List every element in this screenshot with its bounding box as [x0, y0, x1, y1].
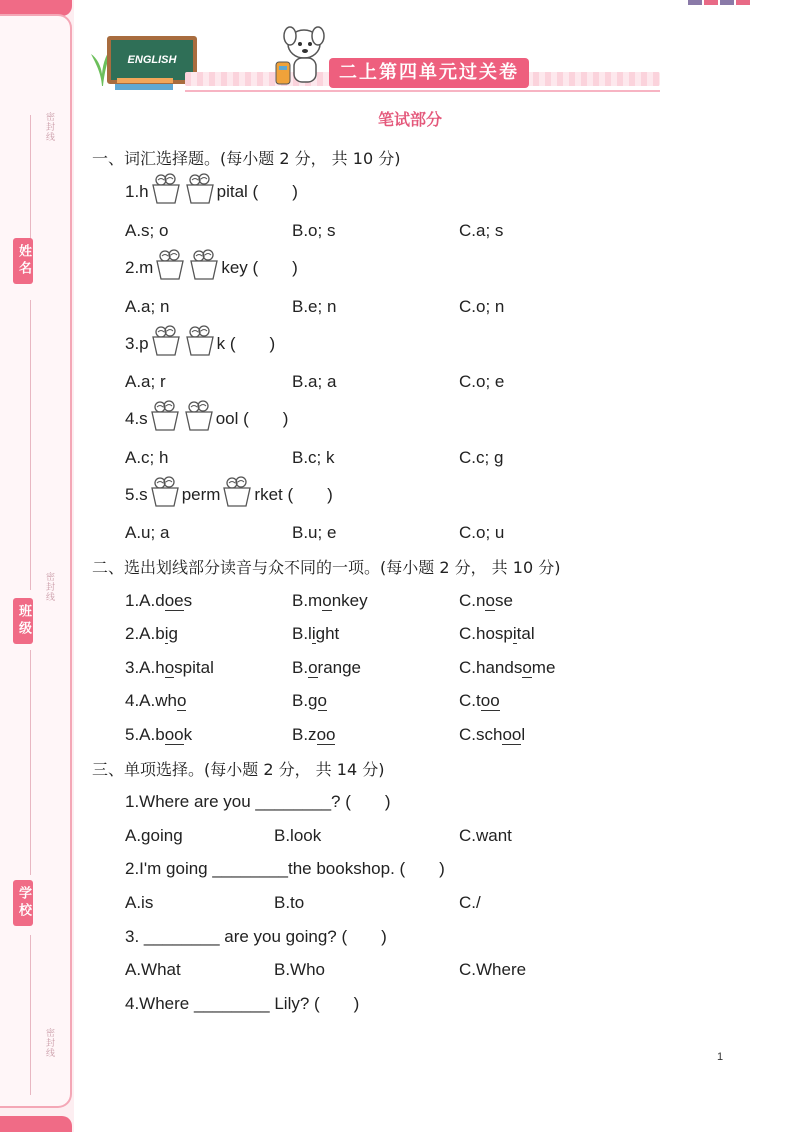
question-suffix: key ( )	[221, 258, 298, 277]
vocab-question	[125, 407, 288, 431]
answer-option: A.What	[125, 960, 181, 979]
answer-option: C.a; s	[459, 221, 504, 240]
phonics-option: B.go	[292, 691, 327, 710]
phonics-option: B.light	[292, 624, 340, 643]
question-suffix: k ( )	[216, 334, 276, 353]
answer-option: C.c; g	[459, 448, 504, 467]
answer-option: B.c; k	[292, 448, 335, 467]
question-middle: perm	[181, 485, 221, 504]
answer-option: C./	[459, 893, 481, 912]
answer-option: B.Who	[274, 960, 326, 979]
vocab-question	[125, 180, 298, 204]
cut-line	[30, 650, 31, 875]
underlined-letters: oo	[480, 691, 500, 710]
underlined-letters: o	[485, 591, 495, 610]
answer-option: A.a; r	[125, 372, 166, 391]
section2-heading: 二、选出划线部分读音与众不同的一项。(每小题 2 分， 共 10 分)	[92, 558, 561, 577]
section-subtitle: 笔试部分	[377, 110, 442, 129]
answer-option: C.o; e	[459, 372, 505, 391]
phonics-option: B.zoo	[292, 725, 336, 744]
question-suffix: rket ( )	[254, 485, 333, 504]
underlined-letters: o	[176, 691, 187, 710]
underlined-letters: o	[522, 658, 532, 677]
school-tag: 学校	[13, 880, 33, 926]
answer-option: B.look	[274, 826, 322, 845]
flowerpot-icon	[221, 475, 253, 507]
question-prefix: 5.s	[125, 485, 148, 504]
flowerpot-icon	[184, 172, 216, 204]
underlined-letters: o	[164, 658, 175, 677]
answer-option: A.going	[125, 826, 183, 845]
phonics-option: 3.A.hospital	[125, 658, 214, 677]
phonics-option: C.nose	[459, 591, 513, 610]
answer-option: A.is	[125, 893, 154, 912]
page-number: 1	[717, 1051, 724, 1063]
underlined-letters: oe	[164, 591, 184, 610]
books-icon	[115, 78, 175, 90]
question-prefix: 4.s	[125, 409, 148, 428]
answer-option: C.want	[459, 826, 512, 845]
flowerpot-icon	[188, 248, 220, 280]
answer-option: A.c; h	[125, 448, 169, 467]
underlined-letters: o	[308, 658, 318, 677]
underlined-letters: oo	[316, 725, 336, 744]
binding-strip	[0, 0, 74, 1132]
page-header	[85, 16, 665, 92]
answer-option: B.o; s	[292, 221, 336, 240]
class-tag: 班级	[13, 598, 33, 644]
answer-option: B.e; n	[292, 297, 337, 316]
chalkboard: ENGLISH	[107, 36, 197, 84]
seal-line-label: 密封线	[44, 1028, 54, 1058]
vocab-question	[125, 483, 333, 507]
flowerpot-icon	[149, 475, 181, 507]
phonics-option: C.hospital	[459, 624, 535, 643]
seal-line-label: 密封线	[44, 572, 54, 602]
underlined-letters: o	[317, 691, 327, 710]
choice-question: 2.I'm going ________the bookshop. ( )	[125, 859, 445, 878]
question-prefix: 1.h	[125, 182, 149, 201]
phonics-option: C.too	[459, 691, 500, 710]
section1-heading: 一、词汇选择题。(每小题 2 分， 共 10 分)	[92, 149, 401, 168]
phonics-option: C.handsome	[459, 658, 556, 677]
cut-line	[30, 300, 31, 590]
binding-bottom-tab	[0, 1116, 72, 1132]
name-tag: 姓名	[13, 238, 33, 284]
phonics-option: B.monkey	[292, 591, 368, 610]
dog-mascot-icon	[270, 22, 330, 92]
answer-option: A.a; n	[125, 297, 170, 316]
question-suffix: ool ( )	[215, 409, 289, 428]
underlined-letters: oo	[502, 725, 522, 744]
phonics-option: 1.A.does	[125, 591, 193, 610]
flowerpot-icon	[183, 399, 215, 431]
flowerpot-icon	[149, 399, 181, 431]
answer-option: B.u; e	[292, 523, 337, 542]
seal-line-label: 密封线	[44, 112, 54, 142]
question-prefix: 2.m	[125, 258, 154, 277]
answer-option: C.Where	[459, 960, 527, 979]
answer-option: B.to	[274, 893, 305, 912]
binding-border	[0, 14, 72, 1108]
corner-decoration	[688, 0, 750, 5]
phonics-option: 5.A.book	[125, 725, 193, 744]
header-underline	[185, 90, 660, 92]
phonics-option: 4.A.who	[125, 691, 187, 710]
question-prefix: 3.p	[125, 334, 149, 353]
answer-option: C.o; u	[459, 523, 505, 542]
cut-line	[30, 935, 31, 1095]
answer-option: B.a; a	[292, 372, 337, 391]
vocab-question	[125, 332, 275, 356]
choice-question: 3. ________ are you going? ( )	[125, 927, 387, 946]
underlined-letters: i	[512, 624, 517, 643]
cut-line	[30, 115, 31, 240]
question-suffix: pital ( )	[216, 182, 298, 201]
flowerpot-icon	[150, 324, 182, 356]
phonics-option: B.orange	[292, 658, 362, 677]
exam-title-banner: 二上第四单元过关卷	[329, 58, 529, 88]
vocab-question	[125, 256, 298, 280]
answer-option: A.s; o	[125, 221, 169, 240]
flowerpot-icon	[154, 248, 186, 280]
underlined-letters: o	[322, 591, 332, 610]
underlined-letters: oo	[164, 725, 184, 744]
underlined-letters: i	[311, 624, 316, 643]
section3-heading: 三、单项选择。(每小题 2 分， 共 14 分)	[92, 760, 385, 779]
flowerpot-icon	[150, 172, 182, 204]
answer-option: C.o; n	[459, 297, 505, 316]
underlined-letters: i	[164, 624, 169, 643]
phonics-option: 2.A.big	[125, 624, 178, 643]
answer-option: A.u; a	[125, 523, 170, 542]
choice-question: 4.Where ________ Lily? ( )	[125, 994, 360, 1013]
choice-question: 1.Where are you ________? ( )	[125, 792, 391, 811]
flowerpot-icon	[184, 324, 216, 356]
phonics-option: C.school	[459, 725, 526, 744]
